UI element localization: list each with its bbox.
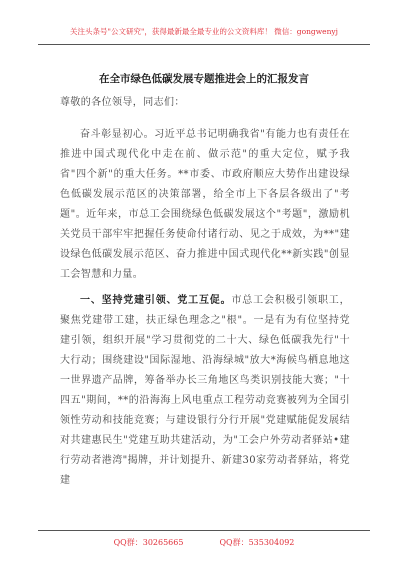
section-1: [60, 291, 350, 491]
header-divider: [38, 44, 370, 45]
footer: [0, 537, 408, 548]
footer-qq-group-2: QQ群：535304092: [219, 538, 295, 547]
section-1-body: 市总工会积极引领职工，聚焦党建带工建，扶正绿色理念之"根"。一是有为有位坚持党建引领，组织开展"学习贯彻党的二十大、绿色低碳我先行"十大行动；围绕建设"国际湿地、沿海绿城"放大*海候鸟栖息地这一世界遗产品牌，筹备举办长三角地区鸟类识别技能大赛；"十四五"期间，**的沿海海上风电重点工程劳动竞赛被列为全国引领性劳动和技能竞赛；与建设银行分行开展"党建赋能促发展结对共建惠民生"党建互助共建活动，为"工会户外劳动者驿站•建行劳动者港湾"揭牌，并计划提升、新建30家劳动者驿站，将党建: [60, 295, 350, 486]
greeting: 尊敬的各位领导，同志们：: [60, 97, 185, 108]
section-1-heading: 一、坚持党建引领、党工互促。: [80, 295, 232, 306]
paragraph-1: 奋斗彰显初心。习近平总书记明确我省"有能力也有责任在推进中国式现代化中走在前、做示范"的重大定位，赋予我省"四个新"的重大任务。**市委、市政府顺应大势作出建设绿色低碳发展示范区的决策部署，给全市上下各层各级出了"考题"。近年来，市总工会围绕绿色低碳发展这个"考题"，激励机关党员干部牢牢把握任务使命付诸行动、见之于成效，为**"建设绿色低碳发展示范区、奋力推进中国式现代化**新实践"创显工会智慧和力量。: [60, 129, 350, 280]
document-body: [60, 93, 350, 497]
footer-divider: [38, 530, 370, 531]
footer-qq-group-1: QQ群：30265665: [113, 538, 184, 547]
document-title: 在全市绿色低碳发展专题推进会上的汇报发言: [99, 73, 309, 85]
header-banner: 关注头条号"公文研究"，获得最新最全最专业的公文资料库！ 微信：gongwenyj: [70, 27, 338, 36]
